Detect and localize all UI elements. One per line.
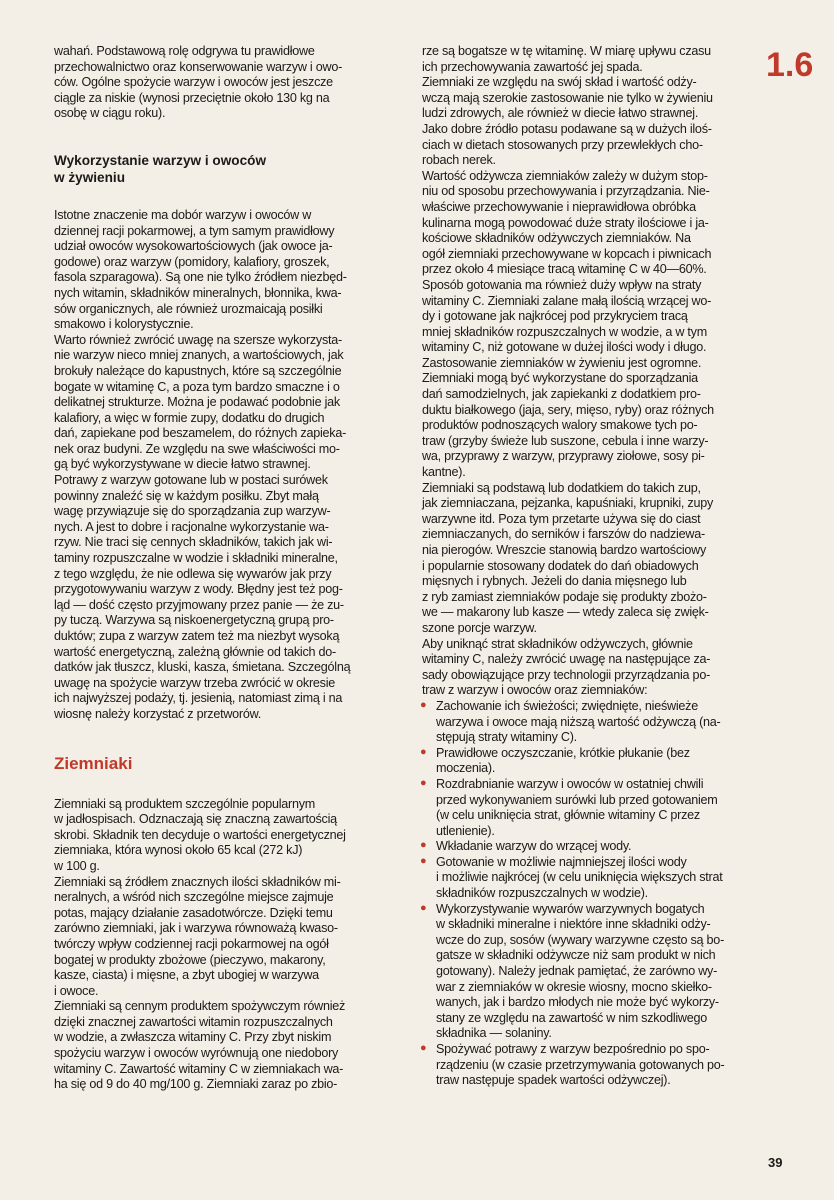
text-line: produktów podnoszących walory smakowe tych po- <box>422 418 698 433</box>
text-line: w składniki mineralne i niektóre inne składniki odży- <box>436 917 711 932</box>
text-line: witaminy C, niż gotowane w dużej ilości wody i długo. <box>422 340 707 355</box>
text-line: Potrawy z warzyw gotowane lub w postaci surówek <box>54 473 328 488</box>
text-line: ludzi zdrowych, ale również w diecie łatwo strawnej. <box>422 106 699 121</box>
text-line: wartość energetyczną, zależną głównie od takich do- <box>54 644 336 659</box>
text-line: ziemniaka, która wynosi około 65 kcal (272 kJ) <box>54 843 303 858</box>
text-line: z tego względu, że nie odlewa się wywarów jak przy <box>54 566 332 581</box>
text-line: duktu białkowego (jaja, sery, mięso, ryby) oraz różnych <box>422 402 714 417</box>
section-heading-ziemniaki: Ziemniaki <box>54 753 133 773</box>
section-heading <box>54 152 384 186</box>
text-line: jak ziemniaczana, pejzanka, kapuśniaki, krupniki, zupy <box>422 496 714 511</box>
text-line: składnika — solaniny. <box>436 1026 552 1041</box>
paragraph <box>54 797 384 875</box>
text-line: wa, przyprawy z warzyw, przyprawy ziołowe, sosy pi- <box>422 449 705 464</box>
text-line: robach nerek. <box>422 153 496 168</box>
text-line: w jadłospisach. Odznaczają się znaczną zawartością <box>54 812 337 827</box>
text-line: ● Prawidłowe oczyszczanie, krótkie płukanie (bez <box>436 745 690 760</box>
text-line: spożyciu warzyw i owoców wyrównują one niedobory <box>54 1046 339 1061</box>
text-line: twórczy wpływ codziennej racji pokarmowej na ogół <box>54 936 329 951</box>
text-line: traw (grzyby świeże lub suszone, cebula i inne warzy- <box>422 433 709 448</box>
left-column <box>54 44 384 1093</box>
text-line: Wartość odżywcza ziemniaków zależy w dużym stop- <box>422 168 708 183</box>
text-line: datków jak tłuszcz, kluski, kasza, śmietana. Szczególną <box>54 660 351 675</box>
text-line: gą być wykorzystywane w diecie łatwo strawnej. <box>54 457 311 472</box>
text-line: Ziemniaki mogą być wykorzystane do sporządzania <box>422 371 698 386</box>
text-line: Jako dobre źródło potasu podawane są w dużych iloś- <box>422 121 712 136</box>
right-column <box>422 44 740 1089</box>
bullet-list <box>422 699 740 1089</box>
text-line: Ziemniaki są produktem szczególnie popularnym <box>54 796 316 811</box>
text-line: ● Wykorzystywanie wywarów warzywnych bogatych <box>436 901 705 916</box>
text-line: właściwe przechowywanie i nieprawidłowa obróbka <box>422 199 696 214</box>
text-line: uwagę na spożycie warzyw trzeba zwrócić w okresie <box>54 675 336 690</box>
text-line: ha się od 9 do 40 mg/100 g. Ziemniaki zaraz po zbio- <box>54 1077 338 1092</box>
text-line: smakowo i kolorystycznie. <box>54 317 194 332</box>
text-line: wagę przywiązuje się do sporządzania zup warzyw- <box>54 504 331 519</box>
text-line: i owoce. <box>54 983 99 998</box>
text-line: przygotowywaniu warzyw z wody. Błędny jest też pog- <box>54 582 343 597</box>
text-line: dy i gotowane jak najkrócej pod przykryciem tracą <box>422 309 688 324</box>
text-line: przed wykonywaniem surówki lub przed gotowaniem <box>436 792 718 807</box>
text-line: Zastosowanie ziemniaków w żywieniu jest ogromne. <box>422 355 702 370</box>
bullet-item <box>422 839 740 855</box>
text-line: stępują straty witaminy C). <box>436 730 577 745</box>
paragraph <box>54 875 384 1000</box>
text-line: powinny znaleźć się w każdym posiłku. Zbyt małą <box>54 488 319 503</box>
text-line: traw z warzyw i owoców oraz ziemniaków: <box>422 683 648 698</box>
text-line: zarówno ziemniaki, jak i warzywa równoważą kwaso- <box>54 921 338 936</box>
text-line: utlenienie). <box>436 823 495 838</box>
text-line: bogate w witaminę C, a poza tym bardzo smaczne i o <box>54 379 340 394</box>
text-line: mięsnych i rybnych. Jeżeli do dania mięsnego lub <box>422 574 687 589</box>
text-line: dzięki znacznej zawartości witamin rozpuszczalnych <box>54 1014 333 1029</box>
text-line: ląd — dość często przyjmowany przez panie — że zu- <box>54 597 344 612</box>
text-line: udział owoców wysokowartościowych (jak owoce ja- <box>54 239 333 254</box>
text-line: ciach w dietach stosowanych przy przewlekłych cho- <box>422 137 703 152</box>
text-line: rze są bogatsze w tę witaminę. W miarę upływu czasu <box>422 44 711 58</box>
paragraph <box>422 75 740 169</box>
text-line: gotowany). Należy jednak pamiętać, że zarówno wy- <box>436 964 718 979</box>
paragraph <box>422 637 740 699</box>
text-line: wahań. Podstawową rolę odgrywa tu prawidłowe <box>54 44 315 58</box>
text-line: gatsze w składniki odżywcze niż sam produkt w nich <box>436 948 716 963</box>
text-line: nie warzyw nieco mniej znanych, a wartościowych, jak <box>54 348 344 363</box>
text-line: witaminy C. Zawartość witaminy C w ziemniakach wa- <box>54 1061 344 1076</box>
bullet-item <box>422 1042 740 1089</box>
paragraph <box>54 333 384 473</box>
text-line: Istotne znaczenie ma dobór warzyw i owoców w <box>54 207 312 222</box>
text-line: warzywne itd. Poza tym przetarte używa się do ciast <box>422 511 701 526</box>
text-line: ● Rozdrabnianie warzyw i owoców w ostatniej chwili <box>436 776 704 791</box>
text-line: ogół ziemniaki przechowywane w kopcach i piwnicach <box>422 246 712 261</box>
text-line: Ziemniaki są podstawą lub dodatkiem do takich zup, <box>422 480 701 495</box>
text-line: delikatnej strukturze. Można je podawać podobnie jak <box>54 395 340 410</box>
text-line: neralnych, a wśród nich szczególne miejsce zajmuje <box>54 890 334 905</box>
text-line: niu od sposobu przechowywania i przyrządzania. Nie- <box>422 184 710 199</box>
paragraph <box>54 473 384 723</box>
text-line: skrobi. Składnik ten decyduje o wartości energetycznej <box>54 827 346 842</box>
text-line: Wykorzystanie warzyw i owoców <box>54 152 267 168</box>
text-line: nych. A jest to dobre i racjonalne wykorzystanie wa- <box>54 519 329 534</box>
paragraph <box>422 481 740 637</box>
text-line: godowe) oraz warzyw (pomidory, kalafiory, groszek, <box>54 254 330 269</box>
text-line: Ziemniaki są cennym produktem spożywczym również <box>54 999 346 1014</box>
text-line: składników rozpuszczalnych w wodzie). <box>436 886 648 901</box>
text-line: ● Wkładanie warzyw do wrzącej wody. <box>436 839 632 854</box>
text-line: w 100 g. <box>54 858 100 873</box>
text-line: ich najwyższej podaży, tj. jesienią, natomiast zimą i na <box>54 691 343 706</box>
section-number: 1.6 <box>766 46 814 84</box>
paragraph <box>422 278 740 356</box>
text-line: szone porcje warzyw. <box>422 620 537 635</box>
text-line: ● Zachowanie ich świeżości; zwiędnięte, nieświeże <box>436 698 698 713</box>
bullet-item <box>422 855 740 902</box>
paragraph <box>422 356 740 481</box>
text-line: dziennej racji pokarmowej, a tym samym prawidłowy <box>54 223 335 238</box>
text-line: sady obowiązujące przy technologii przyrządzania po- <box>422 667 711 682</box>
text-line: kulinarna mogą powodować duże straty ilościowe i ja- <box>422 215 709 230</box>
text-line: przez około 4 miesiące tracą witaminę C w 40—60%. <box>422 262 707 277</box>
text-line: mniej składników rozpuszczalnych w wodzie, a w tym <box>422 324 707 339</box>
text-line: taminy rozpuszczalne w wodzie i składniki mineralne, <box>54 551 338 566</box>
text-line: fasola szparagowa). Są one nie tylko źródłem niezbęd- <box>54 270 347 285</box>
bullet-item <box>422 699 740 746</box>
text-line: we — makarony lub kasze — wtedy zaleca się zwięk- <box>422 605 709 620</box>
text-line: potas, mający działanie zasadotwórcze. Dzięki temu <box>54 905 333 920</box>
bullet-item <box>422 746 740 777</box>
text-line: Sposób gotowania ma również duży wpływ na straty <box>422 277 702 292</box>
text-line: dań samodzielnych, jak zapiekanki z dodatkiem pro- <box>422 387 701 402</box>
text-line: ● Spożywać potrawy z warzyw bezpośrednio po spo- <box>436 1042 710 1056</box>
text-line: sów organicznych, ale również urozmaicają posiłki <box>54 301 323 316</box>
text-line: Ziemniaki są źródłem znacznych ilości składników mi- <box>54 874 341 889</box>
bullet-item <box>422 902 740 1042</box>
text-line: wczą mają szerokie zastosowanie nie tylko w żywieniu <box>422 90 713 105</box>
text-line: w wodzie, a zwłaszcza witaminy C. Przy zbyt niskim <box>54 1030 332 1045</box>
text-line: ców. Ogólne spożycie warzyw i owoców jest jeszcze <box>54 75 333 90</box>
text-line: warzywa i owoce mają niższą wartość odżywczą (na- <box>436 714 721 729</box>
text-line: rzyw. Nie traci się cennych składników, takich jak wi- <box>54 535 333 550</box>
text-line: (w celu uniknięcia strat, głównie witaminy C przez <box>436 808 700 823</box>
text-line: kalafiory, a więc w formie zupy, dodatku do drugich <box>54 410 325 425</box>
paragraph <box>422 169 740 278</box>
text-line: ich przechowywania zawartość jej spada. <box>422 59 643 74</box>
text-line: wcze do zup, sosów (wywary warzywne często są bo- <box>436 932 725 947</box>
text-line: z ryb zamiast ziemniaków podaje się produkty zbożo- <box>422 589 707 604</box>
text-line: bogatej w produkty zbożowe (pieczywo, makarony, <box>54 952 326 967</box>
text-line: nek oraz budyni. Ze względu na swe właściwości mo- <box>54 441 340 456</box>
page-number: 39 <box>768 1155 783 1170</box>
paragraph <box>54 208 384 333</box>
text-line: ● Gotowanie w możliwie najmniejszej ilości wody <box>436 854 687 869</box>
paragraph <box>54 44 384 122</box>
text-line: ciągle za niskie (wynosi przeciętnie około 130 kg na <box>54 90 330 105</box>
text-line: kasze, ciasta) i mięsne, a zbyt ubogiej w warzywa <box>54 968 319 983</box>
text-line: wiosnę należy korzystać z przetworów. <box>54 706 262 721</box>
text-line: nia pierogów. Wreszcie stanowią bardzo wartościowy <box>422 543 707 557</box>
text-line: nych witamin, składników mineralnych, błonnika, kwa- <box>54 285 342 300</box>
text-line: traw następuje spadek wartości odżywczej). <box>436 1073 671 1088</box>
text-line: duktów; zupa z warzyw zatem też ma niezbyt wysoką <box>54 629 340 643</box>
text-line: kantne). <box>422 465 466 480</box>
text-line: moczenia). <box>436 761 496 776</box>
text-line: Aby uniknąć strat składników odżywczych, głównie <box>422 636 693 651</box>
text-line: przechowalnictwo oraz konserwowanie warzyw i owo- <box>54 59 343 74</box>
text-line: i możliwie najkrócej (w celu uniknięcia większych strat <box>436 870 723 885</box>
text-line: Warto również zwrócić uwagę na szersze wykorzysta- <box>54 332 342 347</box>
text-line: py tuczą. Warzywa są niskoenergetyczną grupą pro- <box>54 613 334 628</box>
text-line: rządzeniu (w czasie przetrzymywania gotowanych po- <box>436 1057 725 1072</box>
text-line: kościowe składników odżywczych ziemniaków. Na <box>422 231 691 246</box>
paragraph <box>422 44 740 75</box>
text-line: wanych, jak i bardzo młodych nie może być wykorzy- <box>436 995 719 1010</box>
paragraph <box>54 999 384 1093</box>
text-line: osobę w ciągu roku). <box>54 106 166 121</box>
text-line: Ziemniaki ze względu na swój skład i wartość odży- <box>422 75 697 90</box>
text-line: stany ze względu na zawartość w nim szkodliwego <box>436 1010 708 1025</box>
text-line: war z ziemniaków w okresie wiosny, mocno skiełko- <box>436 979 712 994</box>
text-line: brokuły należące do kapustnych, które są szczególnie <box>54 363 342 378</box>
text-line: witaminy C. Ziemniaki zalane małą ilością wrzącej wo- <box>422 293 712 308</box>
text-line: w żywieniu <box>54 169 126 185</box>
text-line: dań, zapiekane pod beszamelem, do różnych zapieka- <box>54 426 347 441</box>
text-line: witaminy C, należy zwrócić uwagę na następujące za- <box>422 652 711 667</box>
text-line: ziemniaczanych, do serników i farszów do nadziewa- <box>422 527 705 542</box>
text-line: i popularnie stosowany dodatek do dań obiadowych <box>422 558 699 573</box>
bullet-item <box>422 777 740 839</box>
